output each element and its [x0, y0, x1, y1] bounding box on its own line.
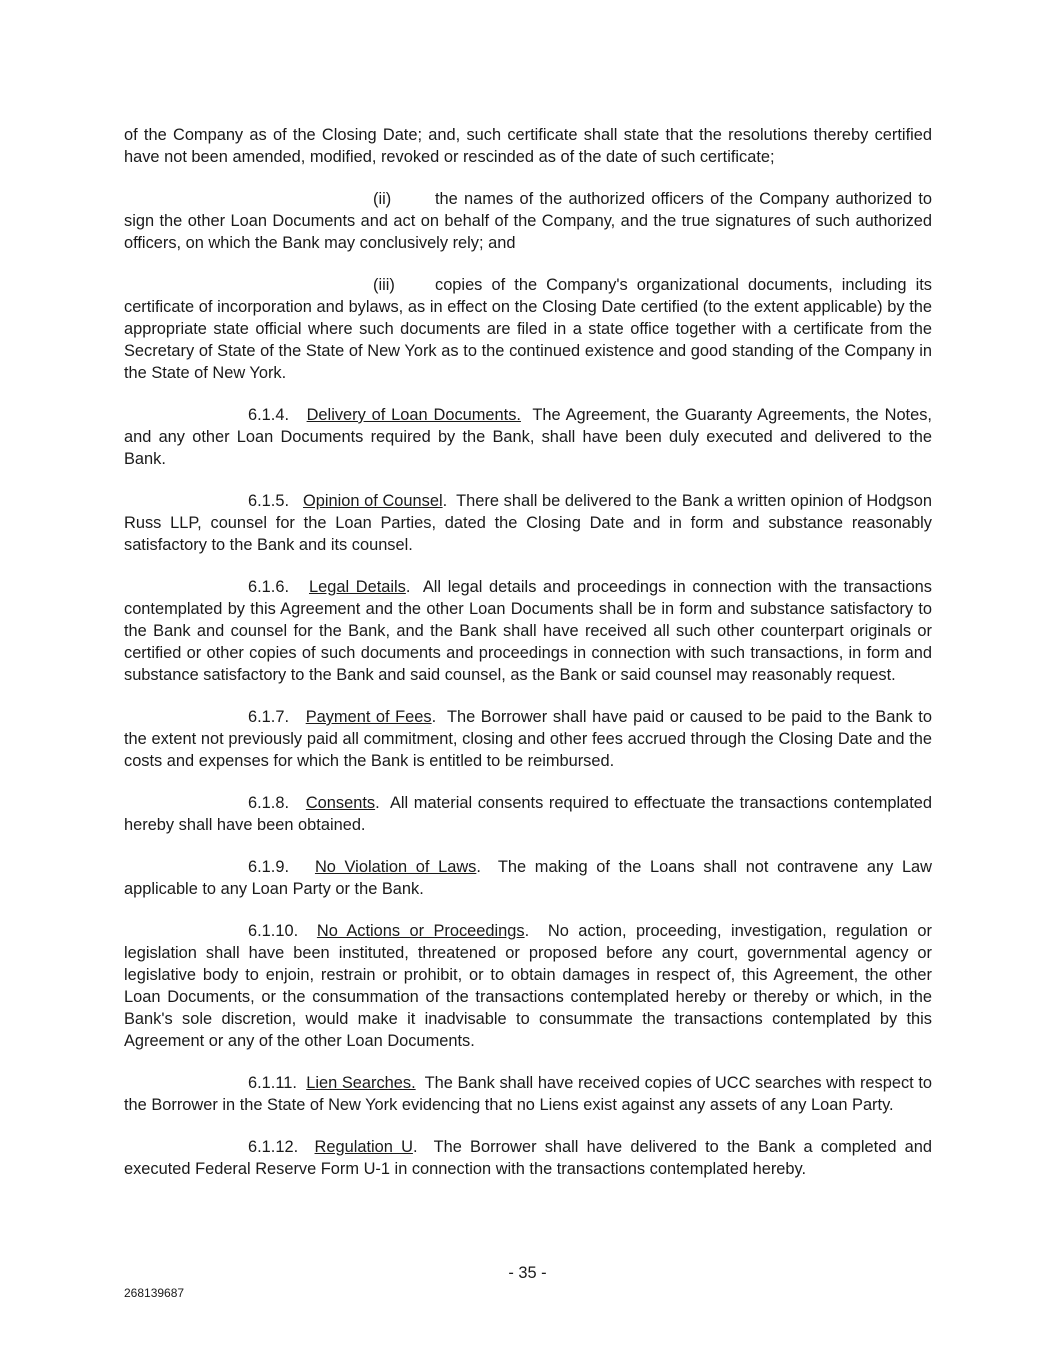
section-heading: No Violation of Laws [314, 858, 477, 876]
section-number: 6.1.11. [248, 1074, 297, 1092]
section-separator: . [412, 1138, 434, 1156]
section-text: No action, proceeding, investigation, regulation or legislation shall have been instituted, threatened or proposed before any court, governmental agency or legislative body to enjoin, restrain or prohibit, or to obtain damages in respect of, this Agreement, the other Loan Documents, or the consummation of the transactions contemplated hereby or thereby or which, in the Bank's sole discretion, would make it inadvisable to consummate the transactions contemplated by this Agreement or any of the other Loan Documents. [124, 922, 933, 1050]
subitem-text: copies of the Company's organizational documents, including its certificate of incorporation and bylaws, as in effect on the Closing Date certified (to the extent applicable) by the appropriate state official where such documents are filed in a state office together with a certificate from the Secretary of State of the State of New York as to the continued existence and good standing of the Company in the State of New York. [124, 276, 932, 382]
subitem-number: (ii) [373, 190, 392, 208]
section-number: 6.1.5. [248, 492, 290, 510]
section-text: All legal details and proceedings in connection with the transactions contemplated by this Agreement and the other Loan Documents shall be in form and substance satisfactory to the Bank and counsel for the Bank, and the Bank shall have received all such other counterpart originals or certified or other copies of such documents and proceedings in connection with such transactions, in form and substance satisfactory to the Bank and said counsel, as the Bank or said counsel may reasonably request. [124, 578, 932, 684]
section-text: The Borrower shall have paid or caused to be paid to the Bank to the extent not previously paid all commitment, closing and other fees accrued through the Closing Date and the costs and expenses for which the Bank is entitled to be reimbursed. [124, 708, 932, 770]
section-number: 6.1.6. [248, 578, 290, 596]
section-number: 6.1.4. [248, 406, 290, 424]
section-number: 6.1.8. [248, 794, 290, 812]
section-heading: Lien Searches. [306, 1074, 416, 1092]
section-6-1-12 [124, 1136, 932, 1180]
subitem-iii [124, 274, 932, 384]
section-text: All material consents required to effectuate the transactions contemplated hereby shall have been obtained. [124, 794, 932, 834]
section-text: The Bank shall have received copies of UCC searches with respect to the Borrower in the State of New York evidencing that no Liens exist against any assets of any Loan Party. [124, 1074, 933, 1114]
section-number: 6.1.9. [248, 858, 290, 876]
section-6-1-10 [124, 920, 932, 1052]
section-separator: . [405, 578, 423, 596]
section-6-1-5 [124, 490, 932, 556]
section-separator: . [431, 708, 447, 726]
section-separator: . [476, 858, 498, 876]
section-number: 6.1.10. [248, 922, 299, 940]
section-text: The Agreement, the Guaranty Agreements, the Notes, and any other Loan Documents required by the Bank, shall have been duly executed and delivered to the Bank. [124, 406, 932, 468]
subitem-ii [124, 188, 932, 254]
section-heading: Opinion of Counsel [302, 492, 443, 510]
section-number: 6.1.7. [248, 708, 290, 726]
section-6-1-7 [124, 706, 932, 772]
section-separator: . [375, 794, 390, 812]
section-6-1-6 [124, 576, 932, 686]
section-6-1-11 [124, 1072, 932, 1116]
section-separator [521, 406, 532, 424]
section-separator [416, 1074, 425, 1092]
section-number: 6.1.12. [248, 1138, 299, 1156]
section-6-1-4 [124, 404, 932, 470]
paragraph-continuation: of the Company as of the Closing Date; and, such certificate shall state that the resolutions thereby certified have not been amended, modified, revoked or rescinded as of the date of such certificate; [124, 126, 932, 166]
section-heading: Delivery of Loan Documents. [306, 406, 521, 424]
section-heading: No Actions or Proceedings [316, 922, 525, 940]
section-heading: Payment of Fees [305, 708, 432, 726]
subitem-number: (iii) [373, 276, 395, 294]
document-body [124, 124, 932, 1200]
section-separator: . [442, 492, 457, 510]
subitem-text: the names of the authorized officers of the Company authorized to sign the other Loan Documents and act on behalf of the Company, and the true signatures of such authorized officers, on which the Bank may conclusively rely; and [124, 190, 932, 252]
section-separator: . [524, 922, 548, 940]
section-text: The Borrower shall have delivered to the Bank a completed and executed Federal Reserve Form U-1 in connection with the transactions contemplated hereby. [124, 1138, 932, 1178]
document-id: 268139687 [124, 1286, 185, 1300]
section-heading: Regulation U [314, 1138, 413, 1156]
section-6-1-9 [124, 856, 932, 900]
section-text: The making of the Loans shall not contravene any Law applicable to any Loan Party or the Bank. [124, 858, 933, 898]
section-text: There shall be delivered to the Bank a written opinion of Hodgson Russ LLP, counsel for the Loan Parties, dated the Closing Date and in form and substance reasonably satisfactory to the Bank and its counsel. [124, 492, 932, 554]
section-6-1-8 [124, 792, 932, 836]
page-number: - 35 - [508, 1264, 547, 1282]
section-heading: Consents [305, 794, 376, 812]
section-heading: Legal Details [309, 578, 406, 596]
